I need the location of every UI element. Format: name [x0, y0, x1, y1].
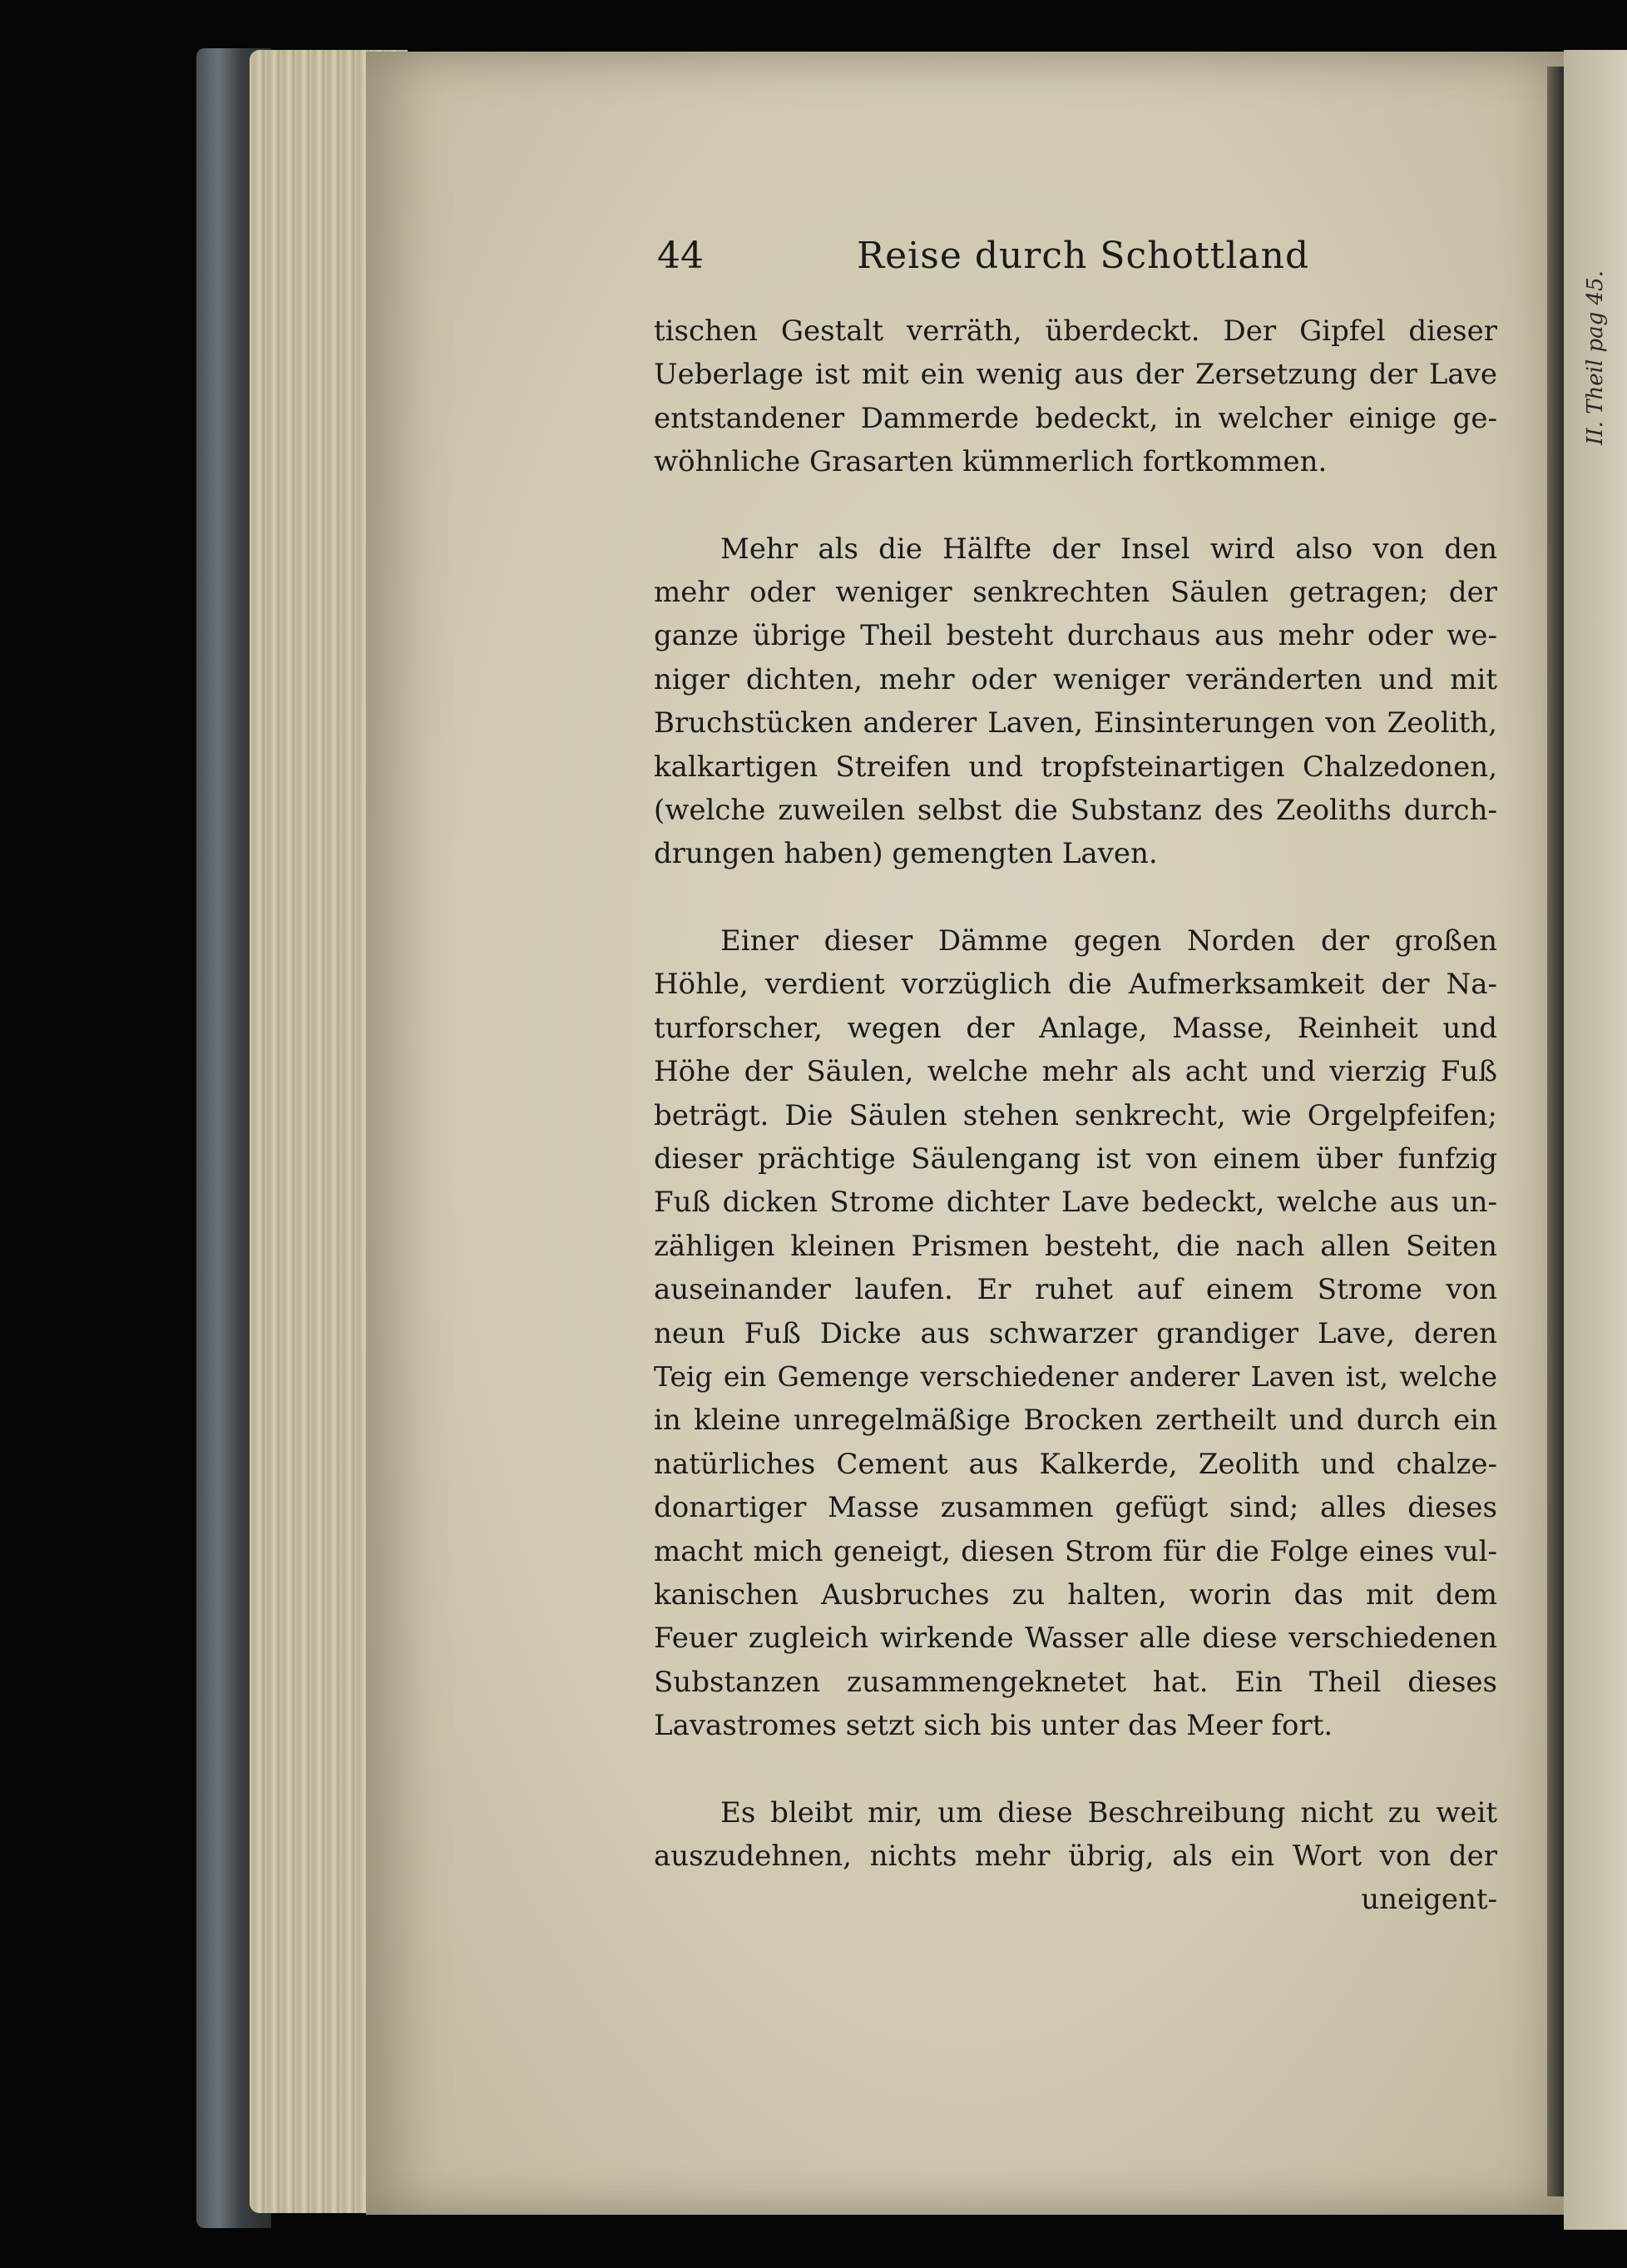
text-line: neun Fuß Dicke aus schwarzer grandiger Lave, deren [654, 1316, 1497, 1350]
running-title: Reise durch Schottland [857, 235, 1310, 277]
text-line: auszudehnen, nichts mehr übrig, als ein Wort von der [654, 1840, 1497, 1873]
text-line: Einer dieser Dämme gegen Norden der großen [720, 924, 1497, 958]
text-line: mehr oder weniger senkrechten Säulen getragen; der [654, 576, 1497, 610]
text-line: macht mich geneigt, diesen Strom für die Folge eines vul- [654, 1534, 1497, 1568]
side-note [1564, 266, 1627, 449]
text-line: Es bleibt mir, um diese Beschreibung nicht zu weit [720, 1795, 1497, 1830]
paragraph [654, 527, 1497, 876]
catchword: uneigent- [1361, 1883, 1497, 1917]
text-line: Substanzen zusammengeknetet hat. Ein Theil dieses [654, 1665, 1497, 1699]
text-line: zähligen kleinen Prismen besteht, die nach allen Seiten [654, 1229, 1497, 1263]
text-line: Bruchstücken anderer Laven, Einsinterungen von Zeolith, [654, 706, 1497, 740]
page-header [657, 231, 1364, 290]
text-line: in kleine unregelmäßige Brocken zertheilt und durch ein [654, 1404, 1497, 1438]
text-line: Ueberlage ist mit ein wenig aus der Zersetzung der Lave [654, 358, 1497, 392]
text-line: natürliches Cement aus Kalkerde, Zeolith und chalze- [654, 1447, 1497, 1481]
text-line: drungen haben) gemengten Laven. [654, 837, 1158, 871]
text-line: Mehr als die Hälfte der Insel wird also von den [720, 532, 1497, 566]
text-line: Feuer zugleich wirkende Wasser alle diese verschiedenen [654, 1622, 1497, 1656]
text-line: Lavastromes setzt sich bis unter das Meer fort. [654, 1709, 1333, 1743]
text-line: wöhnliche Grasarten kümmerlich fortkommen. [654, 445, 1328, 479]
text-line: kanischen Ausbruches zu halten, worin das mit dem [654, 1577, 1497, 1612]
text-line: turforscher, wegen der Anlage, Masse, Reinheit und [654, 1011, 1497, 1045]
page-number: 44 [657, 235, 704, 277]
text-line: auseinander laufen. Er ruhet auf einem Strome von [654, 1273, 1497, 1307]
text-line: dieser prächtige Säulengang ist von einem über funfzig [654, 1141, 1497, 1176]
text-line: kalkartigen Streifen und tropfsteinartigen Chalzedonen, [654, 750, 1497, 784]
text-line: beträgt. Die Säulen stehen senkrecht, wie Orgelpfeifen; [654, 1098, 1497, 1132]
text-line: Teig ein Gemenge verschiedener anderer Laven ist, welche [654, 1359, 1497, 1393]
text-line: tischen Gestalt verräth, überdeckt. Der Gipfel dieser [654, 314, 1497, 348]
text-line: donartiger Masse zusammen gefügt sind; alles dieses [654, 1491, 1497, 1525]
body-text [654, 309, 1497, 1922]
text-line: Höhe der Säulen, welche mehr als acht und vierzig Fuß [654, 1055, 1497, 1089]
text-line: Fuß dicken Strome dichter Lave bedeckt, welche aus un- [654, 1186, 1497, 1220]
paragraph [654, 309, 1497, 484]
paragraph [654, 1791, 1497, 1922]
side-note-text: II. Theil pag 45. [1583, 270, 1608, 445]
paragraph [654, 919, 1497, 1748]
book-gutter [1547, 67, 1564, 2196]
text-line: niger dichten, mehr oder weniger veränderten und mit [654, 662, 1497, 696]
text-line: ganze übrige Theil besteht durchaus aus mehr oder we- [654, 619, 1497, 653]
text-line: (welche zuweilen selbst die Substanz des Zeoliths durch- [654, 794, 1497, 828]
text-line: entstandener Dammerde bedeckt, in welcher einige ge- [654, 401, 1497, 435]
text-line: Höhle, verdient vorzüglich die Aufmerksamkeit der Na- [654, 968, 1497, 1002]
